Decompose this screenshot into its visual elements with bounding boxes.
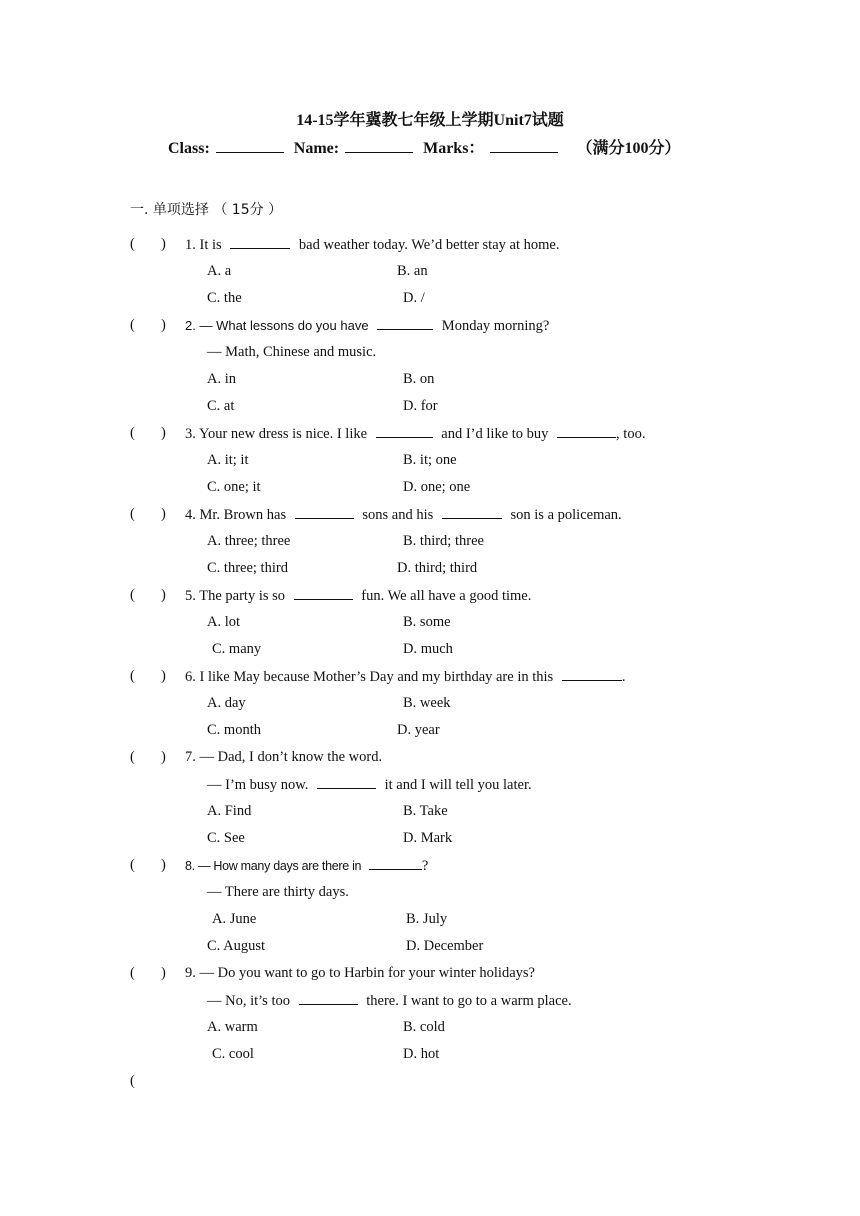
question-7-line-2: — I’m busy now. it and I will tell you later.: [207, 777, 532, 793]
question-5: 5. The party is so fun. We all have a good time.: [185, 588, 532, 604]
option-c[interactable]: C. August: [207, 938, 266, 954]
class-label: Class:: [168, 140, 210, 157]
option-a[interactable]: A. in: [207, 371, 236, 387]
answer-paren[interactable]: ( ): [130, 965, 166, 981]
option-d[interactable]: D. one; one: [403, 479, 471, 495]
option-d[interactable]: D. /: [403, 290, 425, 306]
question-9: 9. — Do you want to go to Harbin for your winter holidays?: [185, 965, 535, 981]
answer-paren[interactable]: ( ): [130, 506, 166, 522]
name-label: Name:: [293, 140, 340, 157]
option-a[interactable]: A. lot: [207, 614, 241, 630]
question-3: 3. Your new dress is nice. I like and I’d like to buy , too.: [185, 426, 646, 442]
option-a[interactable]: A. June: [212, 911, 257, 927]
class-blank[interactable]: [216, 138, 284, 153]
student-info-line: [168, 135, 680, 158]
option-d[interactable]: D. year: [397, 722, 440, 738]
answer-paren[interactable]: ( ): [130, 668, 166, 684]
name-blank[interactable]: [345, 138, 413, 153]
option-a[interactable]: A. warm: [207, 1019, 258, 1035]
marks-blank[interactable]: [490, 138, 558, 153]
option-c[interactable]: C. month: [207, 722, 261, 738]
question-1: 1. It is bad weather today. We’d better stay at home.: [185, 237, 560, 253]
option-c[interactable]: C. three; third: [207, 560, 288, 576]
option-c[interactable]: C. many: [212, 641, 262, 657]
option-b[interactable]: B. third; three: [403, 533, 484, 549]
option-a[interactable]: A. day: [207, 695, 246, 711]
option-d[interactable]: D. for: [403, 398, 438, 414]
option-d[interactable]: D. December: [406, 938, 484, 954]
question-4: 4. Mr. Brown has sons and his son is a policeman.: [185, 507, 622, 523]
page-title: 14-15学年冀教七年级上学期Unit7试题: [296, 112, 564, 129]
question-8-answer-line: — There are thirty days.: [207, 884, 349, 900]
question-10: (: [130, 1073, 135, 1089]
marks-label: Marks：: [423, 140, 485, 157]
option-c[interactable]: C. at: [207, 398, 235, 414]
answer-paren[interactable]: ( ): [130, 587, 166, 603]
option-d[interactable]: D. much: [403, 641, 453, 657]
answer-paren[interactable]: ( ): [130, 749, 166, 765]
answer-paren[interactable]: ( ): [130, 425, 166, 441]
question-2-answer-line: — Math, Chinese and music.: [207, 344, 377, 360]
option-a[interactable]: A. Find: [207, 803, 252, 819]
option-d[interactable]: D. third; third: [397, 560, 478, 576]
option-b[interactable]: B. Take: [403, 803, 448, 819]
option-d[interactable]: D. hot: [403, 1046, 440, 1062]
question-9-line-2: — No, it’s too there. I want to go to a warm place.: [207, 993, 572, 1009]
option-a[interactable]: A. three; three: [207, 533, 291, 549]
full-score-label: （满分100分）: [576, 140, 681, 157]
option-c[interactable]: C. the: [207, 290, 242, 306]
option-c[interactable]: C. See: [207, 830, 245, 846]
option-b[interactable]: B. on: [403, 371, 435, 387]
answer-paren[interactable]: ( ): [130, 317, 166, 333]
question-8: 8. — How many days are there in ?: [185, 858, 429, 874]
option-b[interactable]: B. some: [403, 614, 451, 630]
option-b[interactable]: B. an: [397, 263, 428, 279]
question-2: 2. — What lessons do you have Monday morning?: [185, 318, 550, 334]
option-b[interactable]: B. July: [406, 911, 448, 927]
option-a[interactable]: A. it; it: [207, 452, 249, 468]
answer-paren[interactable]: ( ): [130, 857, 166, 873]
option-c[interactable]: C. cool: [212, 1046, 254, 1062]
option-a[interactable]: A. a: [207, 263, 232, 279]
option-d[interactable]: D. Mark: [403, 830, 453, 846]
answer-paren[interactable]: ( ): [130, 236, 166, 252]
question-6: 6. I like May because Mother’s Day and my birthday are in this .: [185, 669, 626, 685]
option-c[interactable]: C. one; it: [207, 479, 261, 495]
section-title: 一. 单项选择 （ 15分 ）: [130, 202, 283, 218]
option-b[interactable]: B. cold: [403, 1019, 445, 1035]
option-b[interactable]: B. it; one: [403, 452, 457, 468]
option-b[interactable]: B. week: [403, 695, 451, 711]
question-7: 7. — Dad, I don’t know the word.: [185, 749, 383, 765]
